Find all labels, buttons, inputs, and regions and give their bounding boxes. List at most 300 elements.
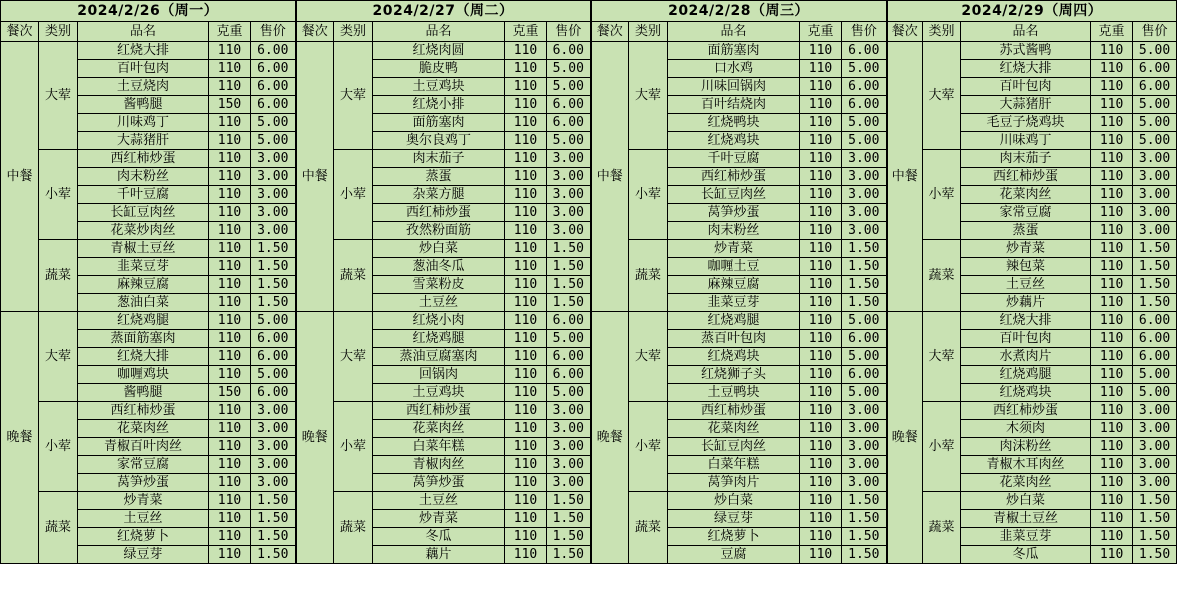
dish-weight: 110 (209, 438, 251, 456)
dish-weight: 110 (209, 312, 251, 330)
dish-weight: 110 (1091, 492, 1133, 510)
dish-weight: 110 (505, 420, 547, 438)
dish-price: 5.00 (842, 312, 887, 330)
dish-price: 5.00 (1133, 366, 1177, 384)
dish-name: 土豆丝 (78, 510, 209, 528)
dish-name: 咖喱鸡块 (78, 366, 209, 384)
category-name: 大荤 (39, 312, 78, 402)
dish-weight: 110 (505, 114, 547, 132)
dish-price: 1.50 (251, 240, 296, 258)
day-date: 2024/2/26（周一） (1, 1, 296, 22)
dish-name: 葱油冬瓜 (373, 258, 505, 276)
dish-name: 面筋塞肉 (373, 114, 505, 132)
category-name: 大荤 (39, 42, 78, 150)
dish-price: 3.00 (1133, 474, 1177, 492)
dish-name: 藕片 (373, 546, 505, 564)
dish-weight: 110 (505, 78, 547, 96)
dish-weight: 110 (505, 312, 547, 330)
dish-price: 3.00 (842, 222, 887, 240)
dish-weight: 110 (800, 438, 842, 456)
dish-price: 3.00 (547, 204, 591, 222)
dish-weight: 110 (505, 384, 547, 402)
dish-name: 蒸蛋 (961, 222, 1091, 240)
dish-price: 1.50 (251, 510, 296, 528)
dish-weight: 110 (800, 456, 842, 474)
category-name: 蔬菜 (923, 492, 961, 564)
dish-name: 长缸豆肉丝 (668, 186, 800, 204)
dish-price: 1.50 (842, 510, 887, 528)
meal-name: 中餐 (591, 42, 629, 312)
dish-name: 土豆丝 (373, 294, 505, 312)
dish-name: 红烧鸭块 (668, 114, 800, 132)
dish-name: 蒸油豆腐塞肉 (373, 348, 505, 366)
dish-name: 花菜肉丝 (78, 420, 209, 438)
dish-price: 1.50 (547, 240, 591, 258)
dish-weight: 110 (1091, 528, 1133, 546)
date-row (1, 1, 1177, 22)
dish-weight: 110 (505, 96, 547, 114)
dish-weight: 110 (505, 150, 547, 168)
dish-price: 6.00 (1133, 348, 1177, 366)
dish-weight: 110 (209, 366, 251, 384)
dish-weight: 110 (1091, 42, 1133, 60)
dish-name: 葱油白菜 (78, 294, 209, 312)
dish-weight: 110 (800, 546, 842, 564)
menu-row (1, 186, 1177, 204)
dish-price: 5.00 (842, 60, 887, 78)
dish-name: 雪菜粉皮 (373, 276, 505, 294)
dish-weight: 110 (800, 312, 842, 330)
menu-row (1, 240, 1177, 258)
dish-name: 韭菜豆芽 (668, 294, 800, 312)
dish-weight: 110 (1091, 186, 1133, 204)
dish-name: 水煮肉片 (961, 348, 1091, 366)
category-name: 小荤 (39, 150, 78, 240)
dish-column-header: 品名 (78, 22, 209, 42)
dish-weight: 110 (1091, 294, 1133, 312)
dish-price: 3.00 (547, 150, 591, 168)
dish-price: 1.50 (842, 240, 887, 258)
dish-price: 6.00 (251, 78, 296, 96)
dish-weight: 110 (209, 78, 251, 96)
dish-name: 千叶豆腐 (668, 150, 800, 168)
dish-price: 3.00 (251, 438, 296, 456)
dish-weight: 110 (209, 510, 251, 528)
dish-price: 3.00 (1133, 150, 1177, 168)
dish-price: 6.00 (251, 348, 296, 366)
dish-name: 红烧萝卜 (668, 528, 800, 546)
dish-price: 3.00 (842, 438, 887, 456)
meal-name: 晚餐 (296, 312, 334, 564)
dish-weight: 110 (209, 330, 251, 348)
column-header-row (1, 22, 1177, 42)
dish-price: 3.00 (842, 204, 887, 222)
price-column-header: 售价 (1133, 22, 1177, 42)
category-column-header: 类别 (334, 22, 373, 42)
dish-name: 面筋塞肉 (668, 42, 800, 60)
category-name: 蔬菜 (334, 492, 373, 564)
dish-name: 红烧鸡腿 (668, 312, 800, 330)
dish-name: 川味回锅肉 (668, 78, 800, 96)
menu-row (1, 294, 1177, 312)
menu-row (1, 150, 1177, 168)
category-name: 大荤 (923, 42, 961, 150)
day-date: 2024/2/27（周二） (296, 1, 591, 22)
dish-price: 6.00 (547, 114, 591, 132)
weight-column-header: 克重 (1091, 22, 1133, 42)
menu-row (1, 276, 1177, 294)
dish-weight: 110 (209, 402, 251, 420)
dish-name: 红烧小肉 (373, 312, 505, 330)
dish-price: 6.00 (547, 96, 591, 114)
dish-weight: 110 (1091, 132, 1133, 150)
category-name: 大荤 (334, 312, 373, 402)
meal-name: 晚餐 (1, 312, 39, 564)
dish-price: 1.50 (842, 528, 887, 546)
dish-price: 6.00 (842, 96, 887, 114)
dish-price: 5.00 (842, 132, 887, 150)
dish-price: 3.00 (547, 438, 591, 456)
dish-name: 红烧小排 (373, 96, 505, 114)
dish-weight: 110 (505, 204, 547, 222)
weight-column-header: 克重 (800, 22, 842, 42)
dish-name: 莴笋炒蛋 (373, 474, 505, 492)
dish-name: 百叶包肉 (961, 78, 1091, 96)
dish-price: 3.00 (1133, 204, 1177, 222)
dish-weight: 110 (209, 492, 251, 510)
dish-price: 6.00 (547, 366, 591, 384)
dish-weight: 110 (505, 456, 547, 474)
meal-name: 中餐 (887, 42, 923, 312)
dish-weight: 110 (505, 276, 547, 294)
dish-price: 6.00 (1133, 60, 1177, 78)
day-date: 2024/2/29（周四） (887, 1, 1177, 22)
menu-row (1, 330, 1177, 348)
dish-name: 川味鸡丁 (961, 132, 1091, 150)
dish-price: 3.00 (1133, 456, 1177, 474)
dish-name: 家常豆腐 (78, 456, 209, 474)
dish-price: 3.00 (251, 186, 296, 204)
dish-name: 回锅肉 (373, 366, 505, 384)
dish-weight: 110 (1091, 96, 1133, 114)
dish-name: 西红柿炒蛋 (373, 204, 505, 222)
dish-price: 6.00 (547, 348, 591, 366)
dish-weight: 110 (1091, 546, 1133, 564)
menu-row (1, 528, 1177, 546)
dish-weight: 110 (800, 204, 842, 222)
dish-name: 长缸豆肉丝 (668, 438, 800, 456)
dish-weight: 110 (209, 474, 251, 492)
menu-row (1, 222, 1177, 240)
dish-price: 3.00 (1133, 438, 1177, 456)
dish-weight: 110 (505, 258, 547, 276)
dish-name: 红烧鸡块 (668, 132, 800, 150)
dish-weight: 110 (505, 402, 547, 420)
dish-column-header: 品名 (373, 22, 505, 42)
weight-column-header: 克重 (505, 22, 547, 42)
dish-name: 花菜炒肉丝 (78, 222, 209, 240)
dish-price: 1.50 (251, 294, 296, 312)
dish-name: 花菜肉丝 (961, 186, 1091, 204)
dish-name: 奥尔良鸡丁 (373, 132, 505, 150)
dish-weight: 110 (1091, 330, 1133, 348)
dish-name: 土豆鸡块 (373, 384, 505, 402)
dish-weight: 110 (1091, 78, 1133, 96)
dish-weight: 110 (800, 366, 842, 384)
dish-name: 肉末茄子 (961, 150, 1091, 168)
dish-weight: 110 (1091, 510, 1133, 528)
dish-weight: 110 (800, 384, 842, 402)
dish-weight: 110 (1091, 114, 1133, 132)
dish-weight: 110 (209, 60, 251, 78)
dish-price: 5.00 (1133, 96, 1177, 114)
dish-price: 3.00 (842, 168, 887, 186)
dish-price: 1.50 (547, 528, 591, 546)
dish-name: 土豆鸭块 (668, 384, 800, 402)
menu-row (1, 492, 1177, 510)
dish-weight: 110 (505, 132, 547, 150)
category-name: 蔬菜 (629, 492, 668, 564)
dish-price: 1.50 (547, 546, 591, 564)
dish-weight: 110 (800, 474, 842, 492)
dish-name: 炒青菜 (668, 240, 800, 258)
dish-price: 1.50 (1133, 510, 1177, 528)
dish-weight: 110 (1091, 474, 1133, 492)
dish-weight: 110 (505, 474, 547, 492)
dish-name: 莴笋肉片 (668, 474, 800, 492)
dish-price: 3.00 (842, 420, 887, 438)
meal-column-header: 餐次 (296, 22, 334, 42)
dish-name: 西红柿炒蛋 (668, 168, 800, 186)
dish-name: 花菜肉丝 (668, 420, 800, 438)
dish-price: 3.00 (547, 186, 591, 204)
menu-row (1, 474, 1177, 492)
dish-weight: 110 (800, 420, 842, 438)
meal-column-header: 餐次 (887, 22, 923, 42)
dish-weight: 110 (1091, 258, 1133, 276)
dish-name: 莴笋炒蛋 (668, 204, 800, 222)
dish-name: 绿豆芽 (668, 510, 800, 528)
dish-weight: 110 (209, 546, 251, 564)
dish-price: 6.00 (1133, 330, 1177, 348)
dish-name: 西红柿炒蛋 (78, 150, 209, 168)
dish-weight: 110 (209, 294, 251, 312)
dish-name: 肉末粉丝 (668, 222, 800, 240)
dish-price: 3.00 (251, 420, 296, 438)
dish-weight: 110 (800, 42, 842, 60)
dish-price: 3.00 (1133, 186, 1177, 204)
dish-name: 韭菜豆芽 (961, 528, 1091, 546)
dish-name: 千叶豆腐 (78, 186, 209, 204)
dish-price: 3.00 (842, 150, 887, 168)
dish-weight: 110 (209, 276, 251, 294)
dish-price: 3.00 (547, 402, 591, 420)
category-name: 小荤 (39, 402, 78, 492)
dish-price: 1.50 (1133, 546, 1177, 564)
dish-price: 3.00 (547, 420, 591, 438)
menu-row (1, 384, 1177, 402)
dish-name: 青椒土豆丝 (78, 240, 209, 258)
dish-price: 3.00 (547, 474, 591, 492)
dish-price: 1.50 (547, 276, 591, 294)
dish-name: 肉末粉丝 (78, 168, 209, 186)
dish-price: 3.00 (842, 186, 887, 204)
dish-price: 1.50 (842, 546, 887, 564)
dish-price: 5.00 (1133, 384, 1177, 402)
dish-price: 1.50 (251, 258, 296, 276)
dish-price: 1.50 (1133, 258, 1177, 276)
dish-price: 6.00 (547, 312, 591, 330)
dish-name: 炒白菜 (373, 240, 505, 258)
dish-price: 6.00 (842, 42, 887, 60)
dish-weight: 110 (1091, 204, 1133, 222)
dish-weight: 110 (1091, 150, 1133, 168)
dish-price: 5.00 (842, 114, 887, 132)
dish-price: 3.00 (547, 456, 591, 474)
dish-price: 1.50 (547, 258, 591, 276)
dish-price: 1.50 (547, 294, 591, 312)
dish-name: 大蒜猪肝 (78, 132, 209, 150)
dish-name: 肉沫粉丝 (961, 438, 1091, 456)
meal-column-header: 餐次 (1, 22, 39, 42)
menu-row (1, 366, 1177, 384)
dish-name: 红烧大排 (961, 60, 1091, 78)
dish-weight: 110 (1091, 312, 1133, 330)
dish-name: 川味鸡丁 (78, 114, 209, 132)
dish-name: 炒青菜 (78, 492, 209, 510)
dish-weight: 110 (800, 528, 842, 546)
dish-price: 5.00 (547, 330, 591, 348)
dish-name: 花菜肉丝 (373, 420, 505, 438)
price-column-header: 售价 (251, 22, 296, 42)
dish-price: 1.50 (547, 492, 591, 510)
dish-name: 炒白菜 (668, 492, 800, 510)
dish-name: 百叶结烧肉 (668, 96, 800, 114)
menu-row (1, 78, 1177, 96)
dish-weight: 110 (800, 294, 842, 312)
dish-name: 酱鸭腿 (78, 96, 209, 114)
dish-weight: 110 (800, 78, 842, 96)
dish-price: 3.00 (251, 222, 296, 240)
dish-price: 3.00 (251, 456, 296, 474)
meal-name: 中餐 (296, 42, 334, 312)
dish-weight: 110 (505, 240, 547, 258)
dish-name: 红烧萝卜 (78, 528, 209, 546)
dish-name: 百叶包肉 (961, 330, 1091, 348)
dish-price: 5.00 (251, 366, 296, 384)
dish-weight: 110 (505, 222, 547, 240)
category-name: 小荤 (334, 150, 373, 240)
dish-weight: 110 (505, 438, 547, 456)
dish-column-header: 品名 (668, 22, 800, 42)
dish-weight: 110 (800, 60, 842, 78)
dish-price: 6.00 (1133, 312, 1177, 330)
dish-name: 炒青菜 (373, 510, 505, 528)
dish-name: 口水鸡 (668, 60, 800, 78)
dish-price: 1.50 (251, 546, 296, 564)
category-name: 大荤 (923, 312, 961, 402)
dish-name: 土豆鸡块 (373, 78, 505, 96)
dish-name: 毛豆子烧鸡块 (961, 114, 1091, 132)
dish-price: 6.00 (251, 96, 296, 114)
dish-name: 炒藕片 (961, 294, 1091, 312)
dish-price: 1.50 (547, 510, 591, 528)
dish-weight: 110 (505, 330, 547, 348)
dish-price: 5.00 (251, 114, 296, 132)
dish-weight: 110 (209, 258, 251, 276)
dish-weight: 110 (505, 60, 547, 78)
dish-name: 大蒜猪肝 (961, 96, 1091, 114)
dish-name: 西红柿炒蛋 (961, 168, 1091, 186)
menu-row (1, 60, 1177, 78)
dish-price: 5.00 (547, 132, 591, 150)
menu-row (1, 456, 1177, 474)
dish-price: 3.00 (547, 168, 591, 186)
dish-price: 5.00 (842, 384, 887, 402)
meal-name: 晚餐 (591, 312, 629, 564)
dish-price: 1.50 (251, 276, 296, 294)
dish-name: 西红柿炒蛋 (668, 402, 800, 420)
dish-weight: 110 (800, 276, 842, 294)
dish-weight: 110 (1091, 240, 1133, 258)
dish-name: 白菜年糕 (373, 438, 505, 456)
dish-name: 红烧鸡腿 (373, 330, 505, 348)
menu-row (1, 96, 1177, 114)
dish-name: 土豆丝 (373, 492, 505, 510)
dish-name: 蒸百叶包肉 (668, 330, 800, 348)
dish-price: 5.00 (547, 60, 591, 78)
dish-name: 咖喱土豆 (668, 258, 800, 276)
dish-weight: 110 (505, 294, 547, 312)
dish-name: 花菜肉丝 (961, 474, 1091, 492)
category-name: 蔬菜 (39, 492, 78, 564)
dish-name: 红烧狮子头 (668, 366, 800, 384)
dish-price: 6.00 (842, 78, 887, 96)
dish-name: 青椒木耳肉丝 (961, 456, 1091, 474)
dish-price: 6.00 (842, 366, 887, 384)
dish-name: 白菜年糕 (668, 456, 800, 474)
dish-name: 韭菜豆芽 (78, 258, 209, 276)
meal-name: 晚餐 (887, 312, 923, 564)
dish-name: 红烧肉圆 (373, 42, 505, 60)
dish-name: 家常豆腐 (961, 204, 1091, 222)
dish-weight: 110 (800, 402, 842, 420)
dish-name: 西红柿炒蛋 (78, 402, 209, 420)
category-name: 蔬菜 (629, 240, 668, 312)
dish-weight: 110 (800, 258, 842, 276)
menu-row (1, 546, 1177, 564)
dish-weight: 110 (800, 114, 842, 132)
dish-weight: 110 (505, 510, 547, 528)
category-name: 蔬菜 (334, 240, 373, 312)
dish-weight: 110 (209, 222, 251, 240)
menu-row (1, 132, 1177, 150)
dish-name: 土豆烧肉 (78, 78, 209, 96)
dish-name: 红烧大排 (961, 312, 1091, 330)
dish-price: 3.00 (251, 474, 296, 492)
dish-price: 1.50 (1133, 492, 1177, 510)
dish-name: 百叶包肉 (78, 60, 209, 78)
category-name: 小荤 (923, 402, 961, 492)
dish-name: 西红柿炒蛋 (961, 402, 1091, 420)
day-date: 2024/2/28（周三） (591, 1, 887, 22)
dish-price: 5.00 (1133, 114, 1177, 132)
category-name: 蔬菜 (923, 240, 961, 312)
dish-price: 3.00 (1133, 402, 1177, 420)
dish-weight: 110 (505, 546, 547, 564)
dish-name: 青椒土豆丝 (961, 510, 1091, 528)
dish-weight: 110 (209, 204, 251, 222)
